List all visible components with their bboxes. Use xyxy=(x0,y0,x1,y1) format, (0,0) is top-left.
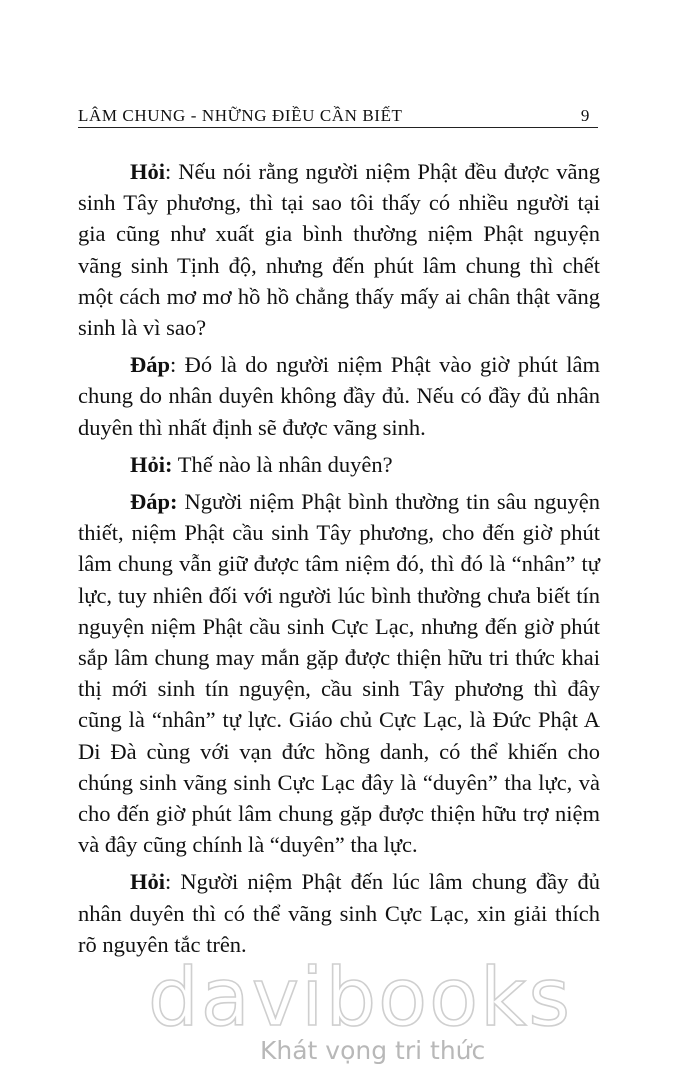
watermark xyxy=(148,951,573,1065)
paragraph-text: : Đó là do người niệm Phật vào giờ phút lâm chung do nhân duyên không đầy đủ. Nếu có đầy đủ nhân duyên thì nhất định sẽ được vãng sinh. xyxy=(78,352,600,440)
paragraph-label: Hỏi: xyxy=(130,451,173,477)
paragraph-question-2 xyxy=(78,449,600,480)
paragraph-text: Thế nào là nhân duyên? xyxy=(172,451,393,477)
running-header xyxy=(78,104,600,128)
body-text xyxy=(78,156,600,966)
page-number: 9 xyxy=(580,106,590,125)
paragraph-text: Người niệm Phật bình thường tin sâu nguyện thiết, niệm Phật cầu sinh Tây phương, cho đến giờ phút lâm chung vẫn giữ được tâm niệm đó, thì đó là “nhân” tự lực, tuy nhiên đối với người lúc bình thường chưa biết tín nguyện niệm Phật cầu sinh Cực Lạc, nhưng đến giờ phút sắp lâm chung may mắn gặp được thiện hữu tri thức khai thị mới sinh tín nguyện, cầu sinh Tây phương thì đây cũng là “nhân” tự lực. Giáo chủ Cực Lạc, là Đức Phật A Di Đà cùng với vạn đức hồng danh, có thể khiến cho chúng sinh vãng sinh Cực Lạc đây là “duyên” tha lực, và cho đến giờ phút lâm chung gặp được thiện hữu trợ niệm và đây cũng chính là “duyên” tha lực. xyxy=(78,489,600,858)
header-rule xyxy=(78,127,598,128)
watermark-tagline: Khát vọng tri thức xyxy=(260,1036,486,1065)
paragraph-text: : Người niệm Phật đến lúc lâm chung đầy đủ nhân duyên thì có thể vãng sinh Cực Lạc, xin giải thích rõ nguyên tắc trên. xyxy=(78,869,600,957)
paragraph-answer-1 xyxy=(78,349,600,443)
watermark-brand: davibooks xyxy=(148,951,573,1044)
paragraph-label: Đáp: xyxy=(130,489,178,515)
paragraph-question-3 xyxy=(78,866,600,960)
paragraph-label: Hỏi xyxy=(130,869,166,895)
paragraph-text: : Nếu nói rằng người niệm Phật đều được vãng sinh Tây phương, thì tại sao tôi thấy có nhiều người tại gia cũng như xuất gia bình thường niệm Phật nguyện vãng sinh Tịnh độ, nhưng đến phút lâm chung thì chết một cách mơ mơ hồ hồ chẳng thấy mấy ai chân thật vãng sinh là vì sao? xyxy=(78,159,600,341)
paragraph-label: Đáp xyxy=(130,352,171,378)
paragraph-question-1 xyxy=(78,156,600,343)
running-header-title: LÂM CHUNG - NHỮNG ĐIỀU CẦN BIẾT xyxy=(78,106,403,125)
paragraph-label: Hỏi xyxy=(130,159,166,184)
paragraph-answer-2 xyxy=(78,486,600,860)
